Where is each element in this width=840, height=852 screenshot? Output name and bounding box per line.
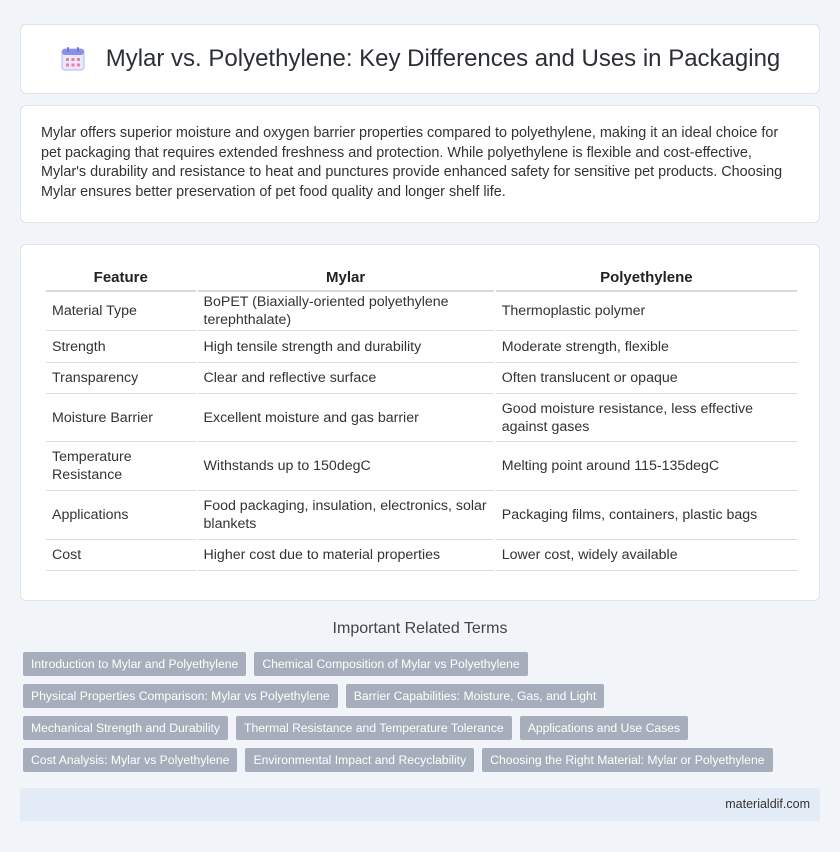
table-cell: Transparency: [46, 363, 196, 394]
table-cell: BoPET (Biaxially-oriented polyethylene terephthalate): [198, 292, 494, 331]
table-cell: Packaging films, containers, plastic bags: [496, 491, 797, 540]
term-tag[interactable]: Barrier Capabilities: Moisture, Gas, and Light: [346, 684, 605, 708]
term-tag[interactable]: Introduction to Mylar and Polyethylene: [23, 652, 246, 676]
table-cell: Moisture Barrier: [46, 394, 196, 442]
column-header-polyethylene: Polyethylene: [496, 262, 797, 292]
term-tag[interactable]: Mechanical Strength and Durability: [23, 716, 228, 740]
table-row: [46, 442, 797, 491]
term-tag[interactable]: Physical Properties Comparison: Mylar vs Polyethylene: [23, 684, 338, 708]
term-tag[interactable]: Applications and Use Cases: [520, 716, 688, 740]
table-row: [46, 394, 797, 442]
footer: [20, 788, 820, 821]
term-tag[interactable]: Cost Analysis: Mylar vs Polyethylene: [23, 748, 237, 772]
term-tag[interactable]: Chemical Composition of Mylar vs Polyethylene: [254, 652, 527, 676]
table-cell: Moderate strength, flexible: [496, 331, 797, 363]
table-cell: Excellent moisture and gas barrier: [198, 394, 494, 442]
table-cell: Strength: [46, 331, 196, 363]
footer-site-link[interactable]: materialdif.com: [725, 797, 810, 811]
calendar-grid-icon: [60, 46, 86, 72]
comparison-table-card: [20, 244, 820, 601]
table-cell: Food packaging, insulation, electronics, solar blankets: [198, 491, 494, 540]
table-cell: Thermoplastic polymer: [496, 292, 797, 331]
table-cell: Applications: [46, 491, 196, 540]
page-title: Mylar vs. Polyethylene: Key Differences and Uses in Packaging: [105, 45, 781, 72]
column-header-feature: Feature: [46, 262, 196, 292]
related-terms-title: Important Related Terms: [332, 620, 508, 637]
table-cell: Good moisture resistance, less effective against gases: [496, 394, 797, 442]
table-cell: Higher cost due to material properties: [198, 540, 494, 571]
table-row: [46, 331, 797, 363]
column-header-mylar: Mylar: [198, 262, 494, 292]
related-terms-tags: [20, 652, 820, 780]
table-cell: Temperature Resistance: [46, 442, 196, 491]
table-row: [46, 363, 797, 394]
table-cell: Melting point around 115-135degC: [496, 442, 797, 491]
table-cell: Lower cost, widely available: [496, 540, 797, 571]
table-cell: Clear and reflective surface: [198, 363, 494, 394]
related-terms-section: [20, 620, 820, 780]
comparison-table: [44, 262, 799, 571]
term-tag[interactable]: Thermal Resistance and Temperature Tolerance: [236, 716, 512, 740]
table-cell: Material Type: [46, 292, 196, 331]
table-cell: Cost: [46, 540, 196, 571]
table-row: [46, 540, 797, 571]
intro-card: [20, 105, 820, 223]
table-cell: Withstands up to 150degC: [198, 442, 494, 491]
table-cell: High tensile strength and durability: [198, 331, 494, 363]
term-tag[interactable]: Choosing the Right Material: Mylar or Polyethylene: [482, 748, 772, 772]
table-header-row: [46, 262, 797, 292]
table-cell: Often translucent or opaque: [496, 363, 797, 394]
term-tag[interactable]: Environmental Impact and Recyclability: [245, 748, 474, 772]
table-row: [46, 491, 797, 540]
header-card: [20, 24, 820, 94]
table-row: [46, 292, 797, 331]
intro-paragraph: Mylar offers superior moisture and oxygen barrier properties compared to polyethylene, making it an ideal choice for pet packaging that requires extended freshness and protection. While polyethylene is flexible and cost-effective, Mylar's durability and resistance to heat and punctures provide enhanced safety for sensitive pet products. Choosing Mylar ensures better preservation of pet food quality and longer shelf life.: [41, 125, 783, 200]
